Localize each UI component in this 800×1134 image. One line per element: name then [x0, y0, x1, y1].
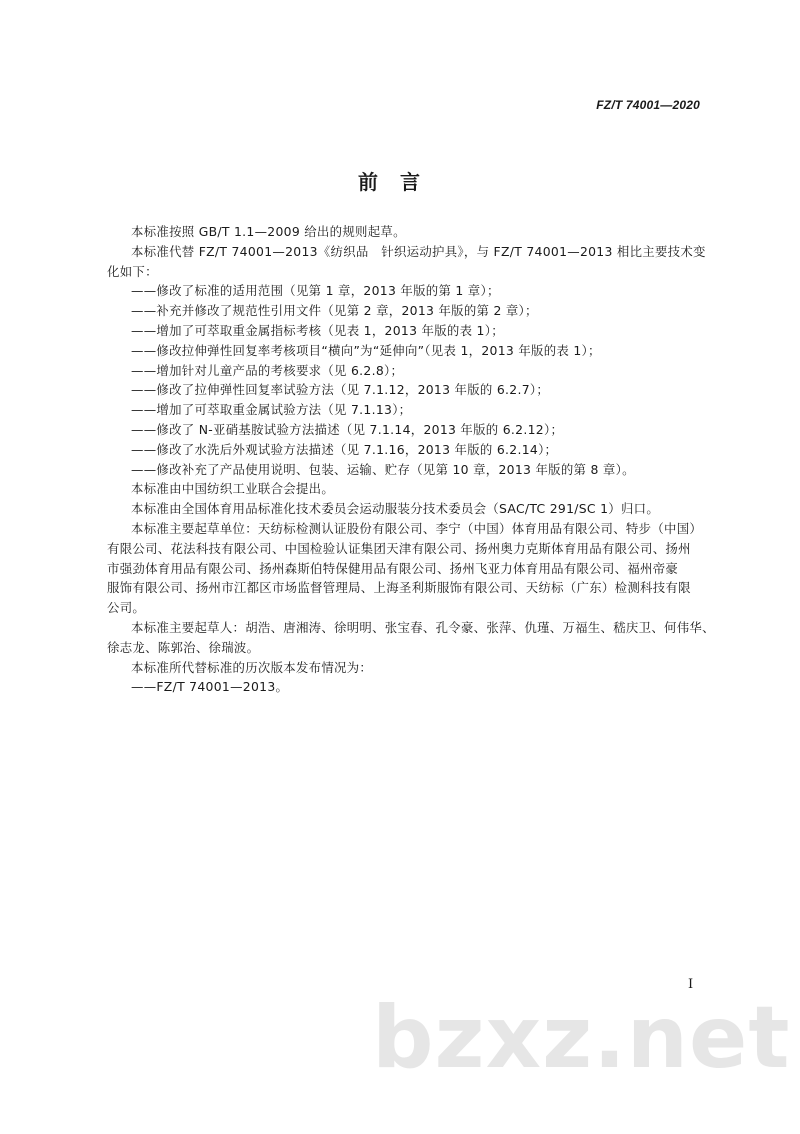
text-line: 服饰有限公司、扬州市江都区市场监督管理局、上海圣利斯服饰有限公司、天纺标（广东）检测科技有限	[107, 580, 691, 596]
text-line: 化如下：	[107, 263, 158, 279]
text-line: ——增加了可萃取重金属指标考核（见表 1，2013 年版的表 1）；	[131, 322, 504, 338]
text-line: ——修改拉伸弹性回复率考核项目“横向”为“延伸向”（见表 1，2013 年版的表 1）；	[131, 342, 601, 358]
page-number: I	[688, 977, 694, 992]
text-line: ——增加了可萃取重金属试验方法（见 7.1.13）；	[131, 402, 412, 418]
standard-number: FZ/T 74001—2020	[596, 98, 700, 112]
text-line: ——补充并修改了规范性引用文件（见第 2 章，2013 年版的第 2 章）；	[131, 303, 538, 319]
text-line: ——修改补充了产品使用说明、包装、运输、贮存（见第 10 章，2013 年版的第 8 章）。	[131, 461, 635, 477]
text-line: ——修改了水洗后外观试验方法描述（见 7.1.16，2013 年版的 6.2.14）；	[131, 441, 558, 457]
text-line: 本标准由中国纺织工业联合会提出。	[131, 481, 335, 497]
text-line: 本标准由全国体育用品标准化技术委员会运动服装分技术委员会（SAC/TC 291/SC 1）归口。	[131, 501, 660, 517]
text-line: ——FZ/T 74001—2013。	[131, 679, 289, 695]
page-title: 前言	[358, 170, 442, 194]
text-line: 本标准所代替标准的历次版本发布情况为：	[131, 659, 373, 675]
watermark: bzxz.net	[372, 988, 791, 1088]
text-line: 本标准主要起草单位：天纺标检测认证股份有限公司、李宁（中国）体育用品有限公司、特步（中国）	[131, 520, 703, 536]
document-body	[107, 222, 715, 697]
text-line: 本标准主要起草人：胡浩、唐湘涛、徐明明、张宝春、孔令豪、张萍、仇瑾、万福生、嵇庆卫、何伟华、	[131, 619, 715, 635]
text-line: ——修改了 N-亚硝基胺试验方法描述（见 7.1.14，2013 年版的 6.2.12）；	[131, 421, 564, 437]
text-line: 本标准按照 GB/T 1.1—2009 给出的规则起草。	[131, 224, 406, 239]
text-line: 徐志龙、陈郭治、徐瑞波。	[107, 639, 260, 655]
text-line: 本标准代替 FZ/T 74001—2013《纺织品 针织运动护具》，与 FZ/T 74001—2013 相比主要技术变	[131, 243, 706, 259]
text-line: ——修改了拉伸弹性回复率试验方法（见 7.1.12，2013 年版的 6.2.7）；	[131, 382, 550, 398]
text-line: 市强劲体育用品有限公司、扬州森斯伯特保健用品有限公司、扬州飞亚力体育用品有限公司、福州帝豪	[107, 560, 679, 576]
text-line: ——增加针对儿童产品的考核要求（见 6.2.8）；	[131, 362, 404, 378]
text-line: ——修改了标准的适用范围（见第 1 章，2013 年版的第 1 章）；	[131, 283, 500, 299]
text-line: 公司。	[107, 600, 146, 616]
text-line: 有限公司、花法科技有限公司、中国检验认证集团天津有限公司、扬州奥力克斯体育用品有限公司、扬州	[107, 540, 691, 556]
